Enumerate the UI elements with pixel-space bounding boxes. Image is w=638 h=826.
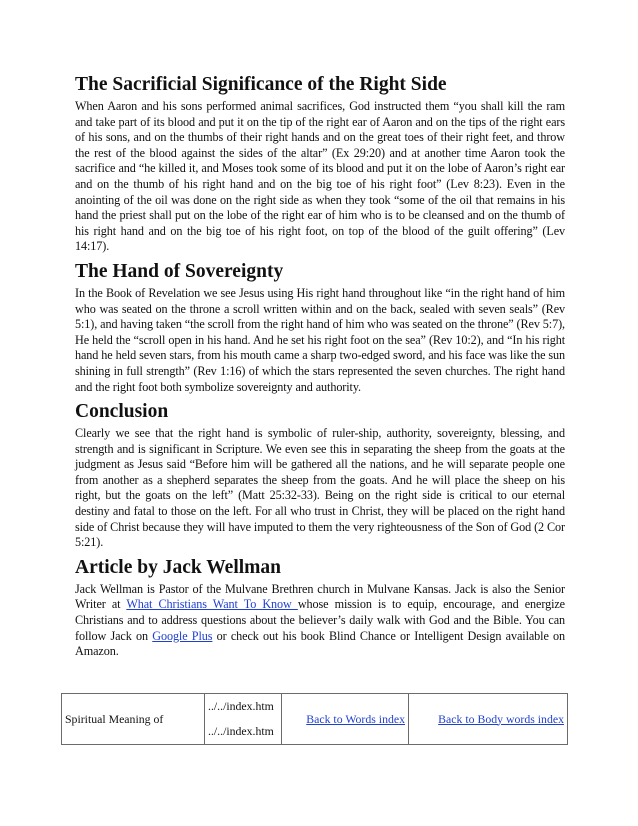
index-link-bottom[interactable]: ../../index.htm — [208, 724, 274, 738]
index-link-top[interactable]: ../../index.htm — [208, 699, 274, 713]
section-heading-author: Article by Jack Wellman — [75, 556, 281, 578]
body-words-index-cell — [409, 694, 568, 745]
article-content — [75, 74, 565, 666]
section-heading-sovereignty: The Hand of Sovereignty — [75, 260, 284, 282]
navigation-table — [61, 693, 568, 745]
author-bio-text-3: or check out his book Blind Chance or Intelligent Design available on Amazon. — [75, 628, 566, 659]
author-bio-text-2: whose mission is to equip, encourage, and energize Christians and to address questions about the believer’s daily walk with God and the Bible. You can follow Jack on — [75, 597, 565, 643]
what-christians-want-to-know-link[interactable]: What Christians Want To Know — [126, 597, 298, 612]
section-heading-sacrificial: The Sacrificial Significance of the Right Side — [75, 74, 447, 95]
section-body-sacrificial: When Aaron and his sons performed animal sacrifices, God instructed them “you shall kill the ram and take part of its blood and put it on the tip of the right ear of Aaron and on the tips of the right ears of his sons, and on the thumbs of their right hands and on the great toes of their right feet, and throw the rest of the blood against the sides of the altar” (Ex 29:20) and at another time Aaron took the sacrifice and “he killed it, and Moses took some of its blood and put it on the lobe of Aaron’s right ear and on the thumb of his right hand and on the big toe of his right foot” (Lev 8:23). Even in the anointing of the oil was done on the right side as when they took “some of the oil that remains in his hand the priest shall put on the lobe of the right ear of him who is to be cleansed and on the thumb of his right hand and on the big toe of his right foot, on top of the blood of the guilt offering” (Lev 14:17). — [75, 99, 565, 254]
author-bio-text-1: Jack Wellman is Pastor of the Mulvane Brethren church in Mulvane Kansas. Jack is also the Senior Writer at — [75, 581, 565, 612]
words-index-cell — [282, 694, 409, 745]
spiritual-meaning-label: Spiritual Meaning of — [62, 694, 205, 745]
index-links-cell — [205, 694, 282, 745]
google-plus-link[interactable]: Google Plus — [152, 628, 213, 643]
section-body-conclusion: Clearly we see that the right hand is symbolic of ruler-ship, authority, sovereignty, blessing, and strength and is significant in Scripture. We even see this in separating the sheep from the goats at the judgment as Jesus said “Before him will be gathered all the nations, and he will separate people one from another as a shepherd separates the sheep from the goats. And he will place the sheep on his right, but the goats on the left” (Matt 25:32-33). Being on the right side is critical to our eternal destiny and fatal to those on the left. For all who trust in Christ, they will be placed on the right hand side of Christ because they will have imputed to them the very righteousness of the Son of God (2 Cor 5:21). — [75, 426, 565, 550]
navigation-row — [62, 694, 568, 745]
section-heading-conclusion: Conclusion — [75, 401, 169, 423]
author-bio — [75, 582, 565, 660]
section-body-sovereignty: In the Book of Revelation we see Jesus using His right hand throughout like “in the right hand of him who was seated on the throne a scroll written within and on the back, sealed with seven seals” (Rev 5:1), and having taken “the scroll from the right hand of him who was seated on the throne” (Rev 5:7), He held the “scroll open in his hand. And he set his right foot on the sea” (Rev 10:2), and “In his right hand he held seven stars, from his mouth came a sharp two-edged sword, and his face was like the sun shining in full strength” (Rev 1:16) of which the stars represented the seven churches. The right hand and the right foot both symbolize sovereignty and authority. — [75, 285, 565, 394]
back-to-words-index-link[interactable]: Back to Words index — [306, 711, 405, 726]
back-to-body-words-index-link[interactable]: Back to Body words index — [438, 711, 564, 726]
